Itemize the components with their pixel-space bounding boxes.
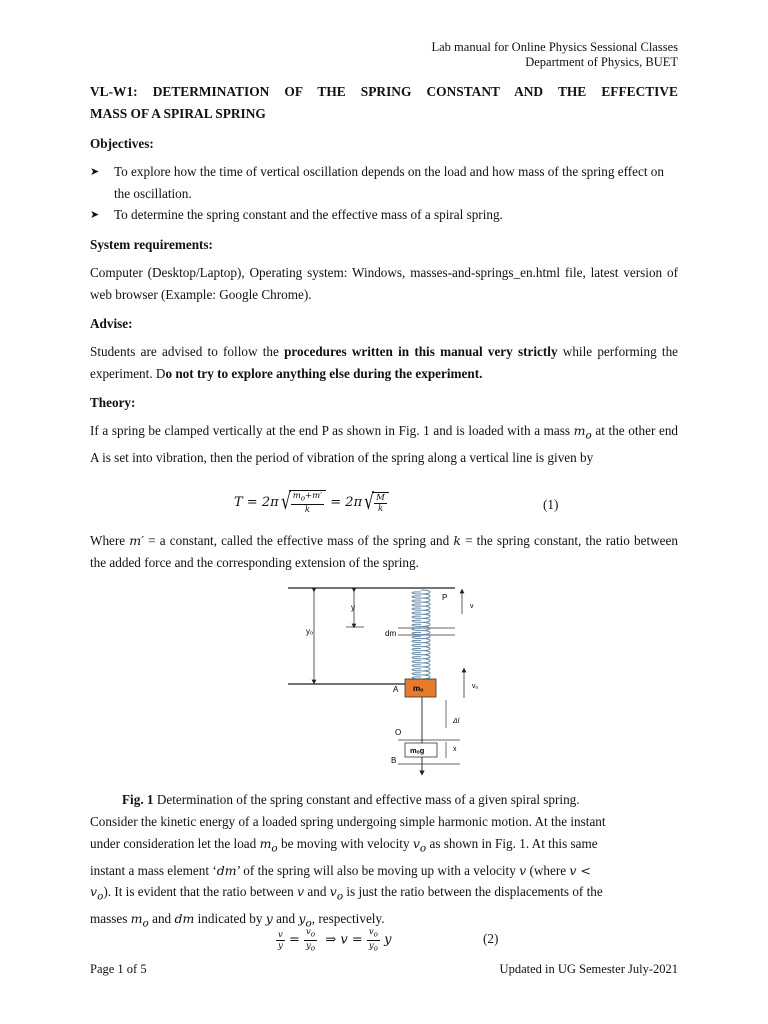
x-label: x: [453, 746, 457, 753]
document-title-line-1: VL-W1: DETERMINATION OF THE SPRING CONSTANT AND THE EFFECTIVE: [90, 84, 678, 99]
running-header: [432, 40, 679, 70]
yo-label: yₒ: [306, 627, 314, 636]
page-number: Page 1 of 5: [90, 962, 147, 976]
v-label: v: [470, 603, 474, 610]
o-label: O: [395, 728, 402, 737]
theory-paragraph-2: Where m′ = a constant, called the effective mass of the spring and k = the spring constant, the ratio between the added force and the corresponding extension of the spring.: [90, 533, 678, 570]
dm-label: dm: [385, 629, 397, 638]
updated-note: Updated in UG Semester July-2021: [499, 962, 678, 976]
theory-heading: Theory:: [90, 395, 136, 410]
header-line-2: Department of Physics, BUET: [525, 55, 678, 69]
objective-item-1: ➤ To explore how the time of vertical oscillation depends on the load and how mass of the spring effect on the oscillation.: [90, 161, 678, 204]
equation-1: T = 2π√ $\frac{m_o+m'}{k}$ = 2π√ $\frac{M}{k}$: [234, 490, 389, 515]
delta-l-label: Δl: [453, 718, 460, 725]
system-requirements-heading: System requirements:: [90, 237, 213, 252]
y-label: y: [351, 603, 355, 612]
equation-2: $\frac{v}{y}$ = $\frac{v_o}{y_o}$ ⇒ v = $\frac{v_o}{y_o}$ y: [278, 927, 392, 953]
theory-paragraph-3: Consider the kinetic energy of a loaded spring undergoing simple harmonic motion. At the instant under consideration let the load $m_o$ be moving with velocity $v_o$ as shown in Fig. 1. At this same instant a mass element ‘dm’ of the spring will also be moving up with a velocity v (where v < $v_o$). It is evident that the ratio between v and $v_o$ is just the ratio between the displacements of the masses $m_o$ and dm indicated by y and $y_o$, respectively.: [90, 814, 606, 930]
b-label: B: [391, 756, 397, 765]
weight-label: mₒg: [410, 746, 425, 755]
equation-1-number: (1): [543, 497, 559, 512]
arrow-bullet-icon: ➤: [90, 208, 100, 221]
equation-2-number: (2): [483, 931, 499, 946]
objectives-heading: Objectives:: [90, 136, 154, 151]
a-label: A: [393, 685, 399, 694]
header-line-1: Lab manual for Online Physics Sessional Classes: [431, 40, 678, 54]
advise-heading: Advise:: [90, 316, 133, 331]
advise-text: Students are advised to follow the procedures written in this manual very strictly while performing the experiment. Do not try to explore anything else during the experiment.: [90, 344, 679, 381]
document-title-line-2: MASS OF A SPIRAL SPRING: [90, 106, 266, 121]
p-label: P: [442, 593, 448, 602]
vo-label: vₒ: [472, 683, 479, 690]
mass-label: mₒ: [413, 684, 424, 693]
spring-figure: [250, 578, 520, 780]
system-requirements-text: Computer (Desktop/Laptop), Operating system: Windows, masses-and-springs_en.html file, latest version of web browser (Example: Google Chrome).: [90, 265, 678, 302]
spring-coil: [412, 590, 430, 679]
arrow-bullet-icon: ➤: [90, 165, 100, 178]
theory-paragraph-1: If a spring be clamped vertically at the end P as shown in Fig. 1 and is loaded with a mass $m_o$ at the other end A is set into vibration, then the period of vibration of the spring along a vertical line is given by: [90, 423, 679, 465]
figure-caption: Fig. 1 Determination of the spring constant and effective mass of a given spiral spring.: [122, 792, 580, 807]
objective-item-2: ➤ To determine the spring constant and the effective mass of a spiral spring.: [90, 204, 678, 226]
